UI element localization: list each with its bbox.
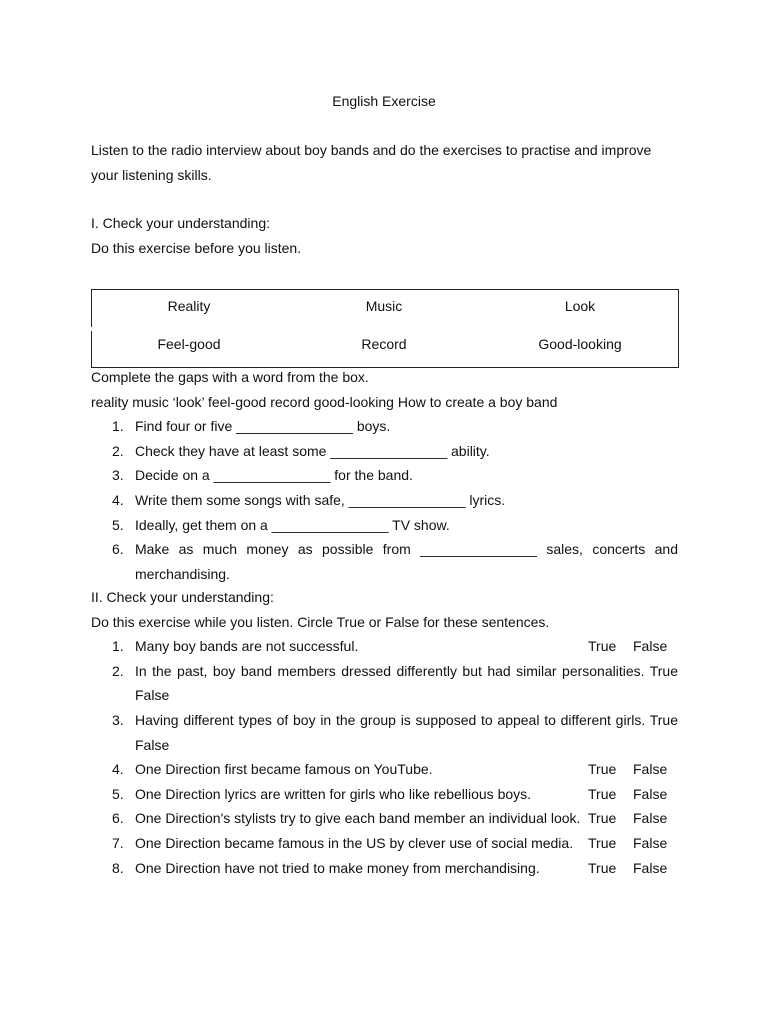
item-text: Make as much money as possible from _______________ sales, concerts and merchandising. — [135, 541, 678, 582]
true-false-item — [91, 708, 678, 757]
false-option[interactable]: False — [633, 834, 668, 851]
item-text: Decide on a _______________ for the band. — [135, 467, 413, 484]
gap-fill-exercise — [91, 365, 678, 586]
item-number: 2. — [112, 442, 124, 459]
item-number: 3. — [112, 711, 124, 728]
item-number: 6. — [112, 541, 124, 558]
list-item — [91, 537, 678, 586]
item-number: 4. — [112, 491, 124, 508]
item-number: 2. — [112, 662, 124, 679]
list-item — [91, 513, 678, 538]
false-option[interactable]: False — [633, 810, 668, 827]
item-number: 5. — [112, 785, 124, 802]
section-1 — [91, 211, 678, 260]
item-text: One Direction have not tried to make money from merchandising. — [135, 859, 540, 876]
gap-fill-word-line: reality music ‘look’ feel-good record good-looking How to create a boy band — [91, 393, 558, 410]
item-text: Having different types of boy in the group is supposed to appeal to different girls. True False — [135, 711, 678, 753]
true-option[interactable]: True — [588, 785, 617, 802]
list-item — [91, 463, 678, 488]
section-2-instruction: Do this exercise while you listen. Circle True or False for these sentences. — [91, 613, 550, 630]
item-number: 3. — [112, 467, 124, 484]
item-number: 7. — [112, 834, 124, 851]
word-box-row — [92, 294, 678, 318]
item-text: One Direction's stylists try to give each band member an individual look. — [135, 810, 581, 827]
item-text: Find four or five _______________ boys. — [135, 418, 391, 435]
list-item — [91, 439, 678, 464]
false-option[interactable]: False — [633, 638, 668, 655]
true-false-item — [91, 831, 678, 856]
section-2-heading: II. Check your understanding: — [91, 589, 274, 605]
intro-paragraph: Listen to the radio interview about boy bands and do the exercises to practise and improve your listening skills. — [91, 142, 652, 183]
item-text: In the past, boy band members dressed differently but had similar personalities. True False — [135, 662, 678, 704]
word-box — [91, 289, 679, 368]
word-box-cell: Look — [564, 298, 596, 314]
item-number: 4. — [112, 761, 124, 778]
true-option[interactable]: True — [588, 761, 617, 778]
item-text: Check they have at least some _______________ ability. — [135, 442, 490, 459]
word-box-cell: Reality — [167, 298, 211, 314]
true-false-item — [91, 856, 678, 881]
true-false-item — [91, 806, 678, 831]
word-box-cell: Feel-good — [157, 336, 221, 352]
item-number: 6. — [112, 810, 124, 827]
gap-fill-instruction: Complete the gaps with a word from the box. — [91, 369, 369, 385]
true-option[interactable]: True — [588, 810, 617, 827]
item-number: 1. — [112, 638, 124, 655]
item-text: Write them some songs with safe, _______________ lyrics. — [135, 491, 506, 508]
true-false-list — [91, 634, 678, 880]
section-2 — [91, 585, 678, 880]
word-box-notch — [91, 327, 94, 331]
true-option[interactable]: True — [588, 834, 617, 851]
true-false-item — [91, 659, 678, 708]
item-text: One Direction first became famous on YouTube. — [135, 761, 433, 778]
true-false-item — [91, 757, 678, 782]
section-1-heading: I. Check your understanding: — [91, 215, 270, 231]
word-box-cell: Music — [365, 298, 403, 314]
item-text: One Direction became famous in the US by clever use of social media. — [135, 834, 574, 851]
true-option[interactable]: True — [588, 638, 617, 655]
item-number: 8. — [112, 859, 124, 876]
true-option[interactable]: True — [588, 859, 617, 876]
page-title: English Exercise — [332, 93, 436, 109]
item-text: Many boy bands are not successful. — [135, 638, 359, 655]
true-false-item — [91, 634, 678, 659]
item-text: Ideally, get them on a _______________ TV show. — [135, 516, 450, 533]
true-false-item — [91, 782, 678, 807]
false-option[interactable]: False — [633, 761, 668, 778]
item-number: 1. — [112, 418, 124, 435]
word-box-row — [92, 332, 678, 356]
word-box-cell: Record — [361, 336, 407, 352]
gap-fill-list — [91, 414, 678, 586]
false-option[interactable]: False — [633, 859, 668, 876]
word-box-cell: Good-looking — [538, 336, 622, 352]
item-number: 5. — [112, 516, 124, 533]
false-option[interactable]: False — [633, 785, 668, 802]
list-item — [91, 414, 678, 439]
section-1-instruction: Do this exercise before you listen. — [91, 239, 302, 256]
item-text: One Direction lyrics are written for girls who like rebellious boys. — [135, 785, 532, 802]
list-item — [91, 488, 678, 513]
